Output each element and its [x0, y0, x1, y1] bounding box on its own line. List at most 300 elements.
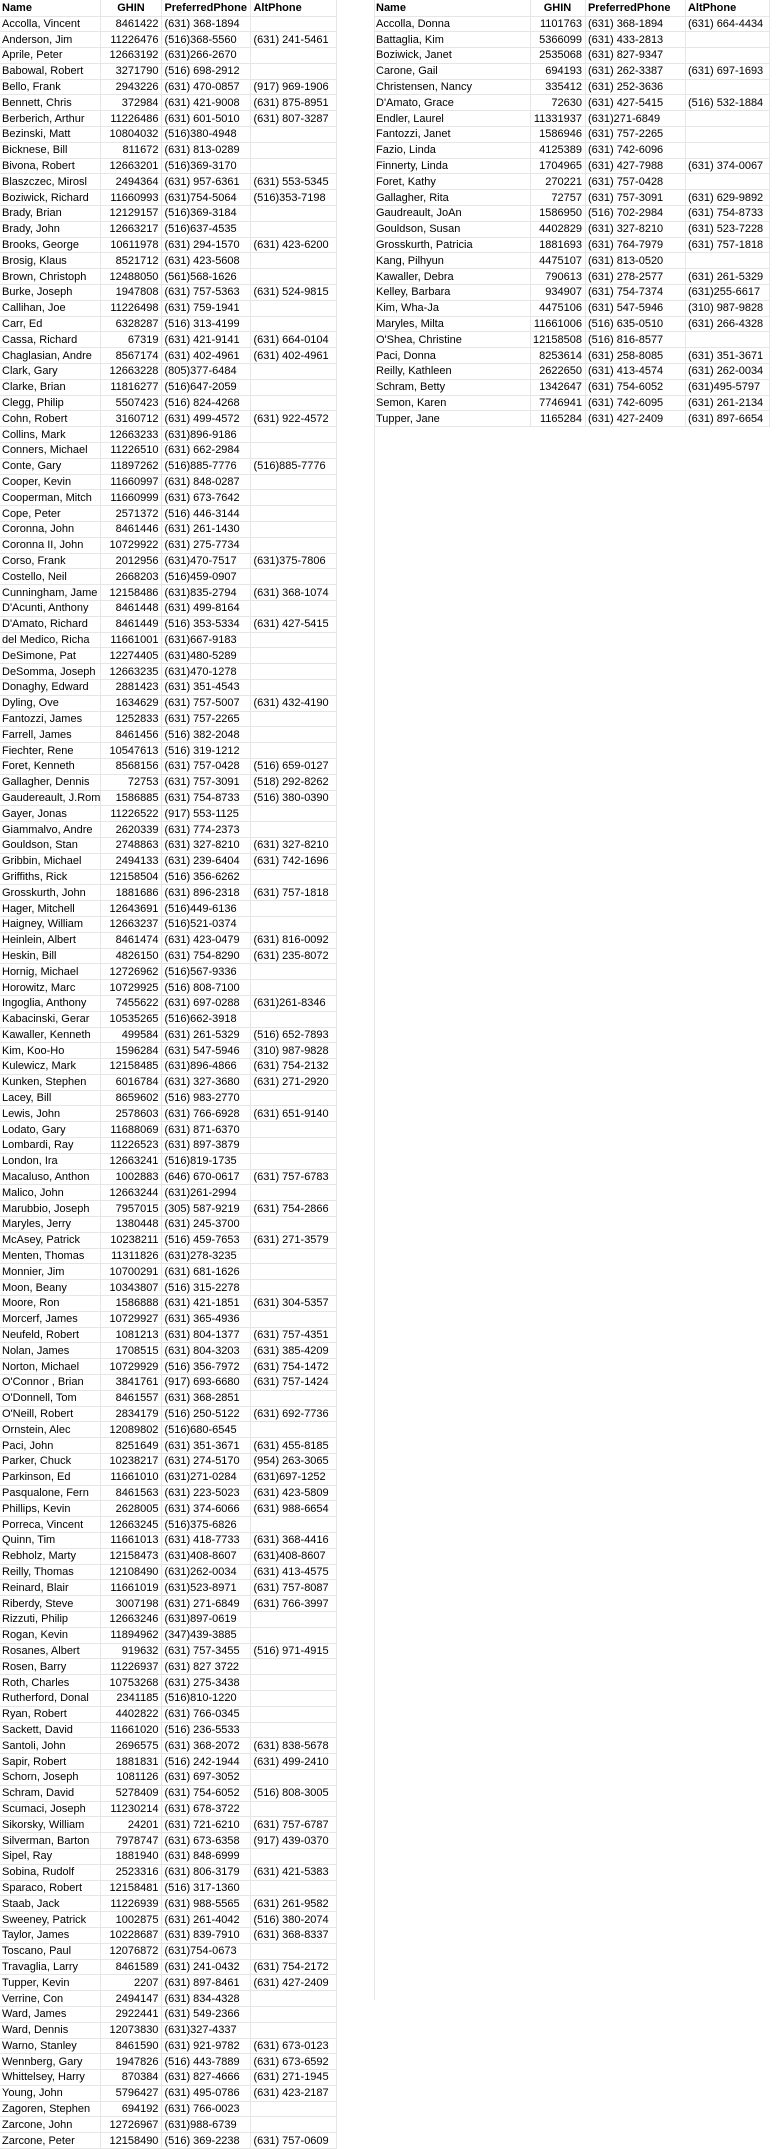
- cell-ghin[interactable]: 2834179: [101, 1406, 162, 1422]
- cell-name[interactable]: Conte, Gary: [0, 458, 101, 474]
- cell-preferred-phone[interactable]: (516) 816-8577: [585, 332, 685, 348]
- cell-name[interactable]: Cassa, Richard: [0, 332, 101, 348]
- cell-alt-phone[interactable]: [251, 63, 337, 79]
- cell-alt-phone[interactable]: [251, 980, 337, 996]
- cell-ghin[interactable]: 919632: [101, 1643, 162, 1659]
- cell-preferred-phone[interactable]: (631) 897-3879: [162, 1138, 251, 1154]
- cell-alt-phone[interactable]: (631)408-8607: [251, 1548, 337, 1564]
- cell-alt-phone[interactable]: (631) 897-6654: [685, 411, 769, 427]
- cell-ghin[interactable]: 4402822: [101, 1706, 162, 1722]
- cell-alt-phone[interactable]: [251, 158, 337, 174]
- cell-name[interactable]: O'Neill, Robert: [0, 1406, 101, 1422]
- cell-preferred-phone[interactable]: (631)261-2994: [162, 1185, 251, 1201]
- cell-preferred-phone[interactable]: (631) 721-6210: [162, 1817, 251, 1833]
- cell-alt-phone[interactable]: (631) 838-5678: [251, 1738, 337, 1754]
- cell-name[interactable]: Cunningham, Jame: [0, 585, 101, 601]
- cell-name[interactable]: Anderson, Jim: [0, 32, 101, 48]
- cell-name[interactable]: Whittelsey, Harry: [0, 2070, 101, 2086]
- cell-alt-phone[interactable]: [251, 1880, 337, 1896]
- cell-name[interactable]: Bezinski, Matt: [0, 127, 101, 143]
- cell-alt-phone[interactable]: (631) 754-1472: [251, 1359, 337, 1375]
- cell-preferred-phone[interactable]: (631) 757-5363: [162, 285, 251, 301]
- cell-preferred-phone[interactable]: (516) 236-5533: [162, 1722, 251, 1738]
- cell-ghin[interactable]: 1881940: [101, 1848, 162, 1864]
- cell-ghin[interactable]: 12643691: [101, 901, 162, 917]
- cell-name[interactable]: Kulewicz, Mark: [0, 1059, 101, 1075]
- cell-alt-phone[interactable]: [251, 1943, 337, 1959]
- cell-alt-phone[interactable]: (631) 673-6592: [251, 2054, 337, 2070]
- cell-name[interactable]: Brady, Brian: [0, 206, 101, 222]
- cell-ghin[interactable]: 12663241: [101, 1153, 162, 1169]
- cell-alt-phone[interactable]: [251, 743, 337, 759]
- cell-name[interactable]: Tupper, Jane: [374, 411, 531, 427]
- cell-preferred-phone[interactable]: (631) 757-3455: [162, 1643, 251, 1659]
- cell-name[interactable]: O'Shea, Christine: [374, 332, 531, 348]
- cell-alt-phone[interactable]: (516) 380-2074: [251, 1912, 337, 1928]
- cell-alt-phone[interactable]: [251, 16, 337, 32]
- cell-alt-phone[interactable]: (310) 987-9828: [251, 1043, 337, 1059]
- cell-preferred-phone[interactable]: (631) 754-6052: [162, 1785, 251, 1801]
- cell-ghin[interactable]: 2620339: [101, 822, 162, 838]
- cell-preferred-phone[interactable]: (631) 848-6999: [162, 1848, 251, 1864]
- cell-alt-phone[interactable]: [251, 1517, 337, 1533]
- cell-ghin[interactable]: 1586950: [531, 206, 586, 222]
- cell-preferred-phone[interactable]: (631) 766-6928: [162, 1106, 251, 1122]
- cell-ghin[interactable]: 12158485: [101, 1059, 162, 1075]
- cell-preferred-phone[interactable]: (516) 382-2048: [162, 727, 251, 743]
- cell-ghin[interactable]: 11897262: [101, 458, 162, 474]
- cell-preferred-phone[interactable]: (631) 921-9782: [162, 2038, 251, 2054]
- cell-alt-phone[interactable]: [251, 1390, 337, 1406]
- cell-ghin[interactable]: 1380448: [101, 1217, 162, 1233]
- cell-alt-phone[interactable]: (631) 754-2866: [251, 1201, 337, 1217]
- cell-name[interactable]: Morcerf, James: [0, 1311, 101, 1327]
- cell-alt-phone[interactable]: (631)255-6617: [685, 285, 769, 301]
- cell-name[interactable]: Reinard, Blair: [0, 1580, 101, 1596]
- cell-alt-phone[interactable]: (631) 754-2172: [251, 1959, 337, 1975]
- cell-ghin[interactable]: 1634629: [101, 695, 162, 711]
- cell-alt-phone[interactable]: [251, 142, 337, 158]
- cell-alt-phone[interactable]: (631) 922-4572: [251, 411, 337, 427]
- cell-preferred-phone[interactable]: (631) 223-5023: [162, 1485, 251, 1501]
- cell-preferred-phone[interactable]: (631) 413-4574: [585, 364, 685, 380]
- cell-alt-phone[interactable]: [251, 2117, 337, 2133]
- cell-alt-phone[interactable]: (516) 652-7893: [251, 1027, 337, 1043]
- cell-preferred-phone[interactable]: (631) 368-2072: [162, 1738, 251, 1754]
- cell-name[interactable]: Fantozzi, Janet: [374, 127, 531, 143]
- cell-alt-phone[interactable]: (516) 532-1884: [685, 95, 769, 111]
- cell-alt-phone[interactable]: (631) 757-1818: [251, 885, 337, 901]
- cell-name[interactable]: Riberdy, Steve: [0, 1596, 101, 1612]
- cell-preferred-phone[interactable]: (631) 834-4328: [162, 1991, 251, 2007]
- cell-name[interactable]: Gayer, Jonas: [0, 806, 101, 822]
- cell-preferred-phone[interactable]: (631)897-0619: [162, 1611, 251, 1627]
- cell-ghin[interactable]: 2523316: [101, 1864, 162, 1880]
- cell-name[interactable]: Kawaller, Kenneth: [0, 1027, 101, 1043]
- cell-alt-phone[interactable]: (631) 664-0104: [251, 332, 337, 348]
- cell-alt-phone[interactable]: (516) 971-4915: [251, 1643, 337, 1659]
- cell-preferred-phone[interactable]: (516)662-3918: [162, 1011, 251, 1027]
- cell-alt-phone[interactable]: [251, 506, 337, 522]
- cell-name[interactable]: Cooperman, Mitch: [0, 490, 101, 506]
- cell-alt-phone[interactable]: [251, 1659, 337, 1675]
- cell-alt-phone[interactable]: (631)495-5797: [685, 379, 769, 395]
- cell-name[interactable]: Coronna, John: [0, 522, 101, 538]
- cell-preferred-phone[interactable]: (631) 351-4543: [162, 679, 251, 695]
- cell-name[interactable]: Wennberg, Gary: [0, 2054, 101, 2070]
- cell-ghin[interactable]: 7746941: [531, 395, 586, 411]
- cell-preferred-phone[interactable]: (631) 697-3052: [162, 1769, 251, 1785]
- cell-preferred-phone[interactable]: (631) 757-5007: [162, 695, 251, 711]
- cell-ghin[interactable]: 1947808: [101, 285, 162, 301]
- cell-preferred-phone[interactable]: (561)568-1626: [162, 269, 251, 285]
- cell-name[interactable]: Fantozzi, James: [0, 711, 101, 727]
- cell-preferred-phone[interactable]: (631) 766-0345: [162, 1706, 251, 1722]
- cell-alt-phone[interactable]: (954) 263-3065: [251, 1454, 337, 1470]
- cell-preferred-phone[interactable]: (516)567-9336: [162, 964, 251, 980]
- cell-ghin[interactable]: 4125389: [531, 142, 586, 158]
- cell-alt-phone[interactable]: [251, 1280, 337, 1296]
- cell-alt-phone[interactable]: [251, 1248, 337, 1264]
- cell-preferred-phone[interactable]: (631)278-3235: [162, 1248, 251, 1264]
- cell-ghin[interactable]: 870384: [101, 2070, 162, 2086]
- cell-ghin[interactable]: 10729922: [101, 537, 162, 553]
- cell-name[interactable]: Zarcone, Peter: [0, 2133, 101, 2149]
- cell-preferred-phone[interactable]: (631)271-6849: [585, 111, 685, 127]
- cell-preferred-phone[interactable]: (631) 754-8733: [162, 790, 251, 806]
- cell-alt-phone[interactable]: (631) 421-5383: [251, 1864, 337, 1880]
- cell-ghin[interactable]: 12274405: [101, 648, 162, 664]
- cell-name[interactable]: Menten, Thomas: [0, 1248, 101, 1264]
- cell-name[interactable]: Babowal, Robert: [0, 63, 101, 79]
- cell-ghin[interactable]: 12158490: [101, 2133, 162, 2149]
- cell-name[interactable]: Sparaco, Robert: [0, 1880, 101, 1896]
- cell-name[interactable]: Schorn, Joseph: [0, 1769, 101, 1785]
- cell-ghin[interactable]: 11226522: [101, 806, 162, 822]
- cell-name[interactable]: Sobina, Rudolf: [0, 1864, 101, 1880]
- cell-alt-phone[interactable]: (631) 697-1693: [685, 63, 769, 79]
- cell-preferred-phone[interactable]: (646) 670-0617: [162, 1169, 251, 1185]
- cell-alt-phone[interactable]: [251, 48, 337, 64]
- cell-alt-phone[interactable]: [251, 379, 337, 395]
- cell-ghin[interactable]: 2012956: [101, 553, 162, 569]
- cell-preferred-phone[interactable]: (516)885-7776: [162, 458, 251, 474]
- cell-ghin[interactable]: 11226523: [101, 1138, 162, 1154]
- cell-alt-phone[interactable]: [251, 1122, 337, 1138]
- cell-name[interactable]: Ward, Dennis: [0, 2022, 101, 2038]
- cell-preferred-phone[interactable]: (631) 827 3722: [162, 1659, 251, 1675]
- cell-name[interactable]: Christensen, Nancy: [374, 79, 531, 95]
- cell-alt-phone[interactable]: (631) 629-9892: [685, 190, 769, 206]
- cell-alt-phone[interactable]: [251, 664, 337, 680]
- cell-preferred-phone[interactable]: (631) 499-4572: [162, 411, 251, 427]
- cell-alt-phone[interactable]: [685, 111, 769, 127]
- cell-ghin[interactable]: 10228687: [101, 1927, 162, 1943]
- cell-name[interactable]: Hornig, Michael: [0, 964, 101, 980]
- cell-preferred-phone[interactable]: (516) 353-5334: [162, 616, 251, 632]
- column-header-preferred-phone[interactable]: PreferredPhone: [585, 0, 685, 16]
- cell-alt-phone[interactable]: (631)261-8346: [251, 995, 337, 1011]
- cell-name[interactable]: D'Amato, Grace: [374, 95, 531, 111]
- cell-alt-phone[interactable]: [251, 364, 337, 380]
- cell-alt-phone[interactable]: [251, 1706, 337, 1722]
- cell-ghin[interactable]: 2207: [101, 1975, 162, 1991]
- cell-ghin[interactable]: 8461557: [101, 1390, 162, 1406]
- cell-ghin[interactable]: 1881686: [101, 885, 162, 901]
- cell-ghin[interactable]: 12158486: [101, 585, 162, 601]
- cell-alt-phone[interactable]: [251, 1422, 337, 1438]
- cell-preferred-phone[interactable]: (631) 327-8210: [162, 837, 251, 853]
- cell-preferred-phone[interactable]: (516)647-2059: [162, 379, 251, 395]
- cell-name[interactable]: Burke, Joseph: [0, 285, 101, 301]
- cell-ghin[interactable]: 10804032: [101, 127, 162, 143]
- cell-name[interactable]: DeSimone, Pat: [0, 648, 101, 664]
- cell-preferred-phone[interactable]: (516) 446-3144: [162, 506, 251, 522]
- cell-preferred-phone[interactable]: (631) 827-9347: [585, 48, 685, 64]
- cell-ghin[interactable]: 811672: [101, 142, 162, 158]
- cell-name[interactable]: Sikorsky, William: [0, 1817, 101, 1833]
- cell-name[interactable]: Rutherford, Donal: [0, 1690, 101, 1706]
- cell-ghin[interactable]: 12663228: [101, 364, 162, 380]
- cell-alt-phone[interactable]: [251, 221, 337, 237]
- cell-name[interactable]: Norton, Michael: [0, 1359, 101, 1375]
- cell-ghin[interactable]: 2696575: [101, 1738, 162, 1754]
- cell-name[interactable]: Phillips, Kevin: [0, 1501, 101, 1517]
- cell-name[interactable]: Accolla, Donna: [374, 16, 531, 32]
- cell-preferred-phone[interactable]: (516) 702-2984: [585, 206, 685, 222]
- cell-ghin[interactable]: 11660993: [101, 190, 162, 206]
- cell-preferred-phone[interactable]: (631)470-7517: [162, 553, 251, 569]
- cell-preferred-phone[interactable]: (516) 443-7889: [162, 2054, 251, 2070]
- cell-ghin[interactable]: 8461449: [101, 616, 162, 632]
- cell-preferred-phone[interactable]: (516)368-5560: [162, 32, 251, 48]
- cell-ghin[interactable]: 4475107: [531, 253, 586, 269]
- cell-ghin[interactable]: 72757: [531, 190, 586, 206]
- cell-name[interactable]: D'Acunti, Anthony: [0, 600, 101, 616]
- cell-ghin[interactable]: 12663244: [101, 1185, 162, 1201]
- cell-ghin[interactable]: 1252833: [101, 711, 162, 727]
- cell-preferred-phone[interactable]: (631) 427-5415: [585, 95, 685, 111]
- cell-ghin[interactable]: 10729927: [101, 1311, 162, 1327]
- cell-name[interactable]: Giammalvo, Andre: [0, 822, 101, 838]
- cell-ghin[interactable]: 72630: [531, 95, 586, 111]
- cell-name[interactable]: Ryan, Robert: [0, 1706, 101, 1722]
- cell-alt-phone[interactable]: (631) 327-8210: [251, 837, 337, 853]
- cell-ghin[interactable]: 4402829: [531, 221, 586, 237]
- cell-name[interactable]: Reilly, Kathleen: [374, 364, 531, 380]
- cell-name[interactable]: Gouldson, Susan: [374, 221, 531, 237]
- cell-preferred-phone[interactable]: (631)271-0284: [162, 1469, 251, 1485]
- cell-alt-phone[interactable]: [251, 537, 337, 553]
- cell-ghin[interactable]: 11894962: [101, 1627, 162, 1643]
- cell-ghin[interactable]: 10753268: [101, 1675, 162, 1691]
- cell-alt-phone[interactable]: (631) 757-8087: [251, 1580, 337, 1596]
- cell-name[interactable]: Clark, Gary: [0, 364, 101, 380]
- cell-alt-phone[interactable]: (631) 553-5345: [251, 174, 337, 190]
- cell-ghin[interactable]: 1165284: [531, 411, 586, 427]
- cell-ghin[interactable]: 12108490: [101, 1564, 162, 1580]
- cell-preferred-phone[interactable]: (631) 275-3438: [162, 1675, 251, 1691]
- cell-name[interactable]: Foret, Kathy: [374, 174, 531, 190]
- cell-ghin[interactable]: 8521712: [101, 253, 162, 269]
- cell-preferred-phone[interactable]: (631) 365-4936: [162, 1311, 251, 1327]
- cell-alt-phone[interactable]: (631) 757-4351: [251, 1327, 337, 1343]
- cell-ghin[interactable]: 12726967: [101, 2117, 162, 2133]
- cell-name[interactable]: Monnier, Jim: [0, 1264, 101, 1280]
- cell-name[interactable]: Travaglia, Larry: [0, 1959, 101, 1975]
- cell-alt-phone[interactable]: [685, 142, 769, 158]
- cell-ghin[interactable]: 1596284: [101, 1043, 162, 1059]
- cell-preferred-phone[interactable]: (631) 757-0428: [162, 758, 251, 774]
- cell-alt-phone[interactable]: (631) 351-3671: [685, 348, 769, 364]
- cell-ghin[interactable]: 12158473: [101, 1548, 162, 1564]
- cell-preferred-phone[interactable]: (305) 587-9219: [162, 1201, 251, 1217]
- cell-ghin[interactable]: 11226510: [101, 443, 162, 459]
- cell-name[interactable]: Ornstein, Alec: [0, 1422, 101, 1438]
- cell-preferred-phone[interactable]: (516)680-6545: [162, 1422, 251, 1438]
- cell-name[interactable]: Santoli, John: [0, 1738, 101, 1754]
- cell-alt-phone[interactable]: [251, 632, 337, 648]
- cell-alt-phone[interactable]: (631) 754-2132: [251, 1059, 337, 1075]
- cell-alt-phone[interactable]: [685, 127, 769, 143]
- cell-ghin[interactable]: 1081126: [101, 1769, 162, 1785]
- cell-name[interactable]: Haigney, William: [0, 916, 101, 932]
- cell-preferred-phone[interactable]: (631) 499-8164: [162, 600, 251, 616]
- cell-alt-phone[interactable]: [251, 269, 337, 285]
- cell-preferred-phone[interactable]: (631)408-8607: [162, 1548, 251, 1564]
- cell-name[interactable]: Brady, John: [0, 221, 101, 237]
- cell-ghin[interactable]: 12663201: [101, 158, 162, 174]
- cell-ghin[interactable]: 372984: [101, 95, 162, 111]
- cell-name[interactable]: Clarke, Brian: [0, 379, 101, 395]
- cell-preferred-phone[interactable]: (917) 553-1125: [162, 806, 251, 822]
- cell-preferred-phone[interactable]: (516) 356-6262: [162, 869, 251, 885]
- cell-alt-phone[interactable]: [251, 427, 337, 443]
- cell-name[interactable]: Malico, John: [0, 1185, 101, 1201]
- cell-alt-phone[interactable]: (631) 757-1818: [685, 237, 769, 253]
- cell-alt-phone[interactable]: (631) 757-6787: [251, 1817, 337, 1833]
- cell-alt-phone[interactable]: (631) 499-2410: [251, 1754, 337, 1770]
- cell-ghin[interactable]: 12726962: [101, 964, 162, 980]
- cell-preferred-phone[interactable]: (631) 252-3636: [585, 79, 685, 95]
- cell-preferred-phone[interactable]: (631) 766-0023: [162, 2101, 251, 2117]
- cell-preferred-phone[interactable]: (631) 470-0857: [162, 79, 251, 95]
- cell-ghin[interactable]: 934907: [531, 285, 586, 301]
- cell-preferred-phone[interactable]: (631) 673-6358: [162, 1833, 251, 1849]
- cell-name[interactable]: Battaglia, Kim: [374, 32, 531, 48]
- cell-alt-phone[interactable]: [251, 1690, 337, 1706]
- cell-alt-phone[interactable]: [251, 474, 337, 490]
- cell-ghin[interactable]: 11226939: [101, 1896, 162, 1912]
- cell-alt-phone[interactable]: [251, 1311, 337, 1327]
- cell-name[interactable]: Sipel, Ray: [0, 1848, 101, 1864]
- cell-name[interactable]: Toscano, Paul: [0, 1943, 101, 1959]
- cell-alt-phone[interactable]: (631) 807-3287: [251, 111, 337, 127]
- cell-preferred-phone[interactable]: (631) 368-2851: [162, 1390, 251, 1406]
- cell-alt-phone[interactable]: [251, 2022, 337, 2038]
- cell-name[interactable]: Brooks, George: [0, 237, 101, 253]
- cell-preferred-phone[interactable]: (631)835-2794: [162, 585, 251, 601]
- cell-name[interactable]: Tupper, Kevin: [0, 1975, 101, 1991]
- cell-ghin[interactable]: 694193: [531, 63, 586, 79]
- cell-alt-phone[interactable]: [685, 253, 769, 269]
- cell-alt-phone[interactable]: [251, 1611, 337, 1627]
- cell-ghin[interactable]: 12158508: [531, 332, 586, 348]
- cell-name[interactable]: Kim, Wha-Ja: [374, 300, 531, 316]
- cell-alt-phone[interactable]: [251, 206, 337, 222]
- cell-alt-phone[interactable]: [251, 600, 337, 616]
- cell-name[interactable]: Ward, James: [0, 2006, 101, 2022]
- cell-alt-phone[interactable]: (631) 692-7736: [251, 1406, 337, 1422]
- cell-alt-phone[interactable]: [251, 1722, 337, 1738]
- cell-name[interactable]: Rosen, Barry: [0, 1659, 101, 1675]
- cell-ghin[interactable]: 1002875: [101, 1912, 162, 1928]
- cell-ghin[interactable]: 12663245: [101, 1517, 162, 1533]
- cell-ghin[interactable]: 8461474: [101, 932, 162, 948]
- cell-alt-phone[interactable]: (917) 439-0370: [251, 1833, 337, 1849]
- cell-name[interactable]: Grosskurth, Patricia: [374, 237, 531, 253]
- cell-ghin[interactable]: 1881831: [101, 1754, 162, 1770]
- cell-name[interactable]: Clegg, Philip: [0, 395, 101, 411]
- cell-alt-phone[interactable]: [251, 127, 337, 143]
- cell-name[interactable]: Porreca, Vincent: [0, 1517, 101, 1533]
- cell-name[interactable]: Roth, Charles: [0, 1675, 101, 1691]
- cell-preferred-phone[interactable]: (347)439-3885: [162, 1627, 251, 1643]
- cell-alt-phone[interactable]: (631) 875-8951: [251, 95, 337, 111]
- cell-ghin[interactable]: 3841761: [101, 1375, 162, 1391]
- cell-name[interactable]: Pasqualone, Fern: [0, 1485, 101, 1501]
- cell-name[interactable]: Gouldson, Stan: [0, 837, 101, 853]
- cell-alt-phone[interactable]: [251, 569, 337, 585]
- cell-name[interactable]: Heskin, Bill: [0, 948, 101, 964]
- cell-ghin[interactable]: 10700291: [101, 1264, 162, 1280]
- cell-ghin[interactable]: 11816277: [101, 379, 162, 395]
- cell-ghin[interactable]: 2494147: [101, 1991, 162, 2007]
- cell-name[interactable]: Bicknese, Bill: [0, 142, 101, 158]
- cell-preferred-phone[interactable]: (631) 673-7642: [162, 490, 251, 506]
- cell-name[interactable]: Rosanes, Albert: [0, 1643, 101, 1659]
- cell-name[interactable]: Aprile, Peter: [0, 48, 101, 64]
- cell-name[interactable]: Quinn, Tim: [0, 1533, 101, 1549]
- cell-ghin[interactable]: 2535068: [531, 48, 586, 64]
- cell-name[interactable]: DeSomma, Joseph: [0, 664, 101, 680]
- cell-alt-phone[interactable]: (631) 368-4416: [251, 1533, 337, 1549]
- cell-ghin[interactable]: 11661001: [101, 632, 162, 648]
- cell-ghin[interactable]: 2668203: [101, 569, 162, 585]
- cell-preferred-phone[interactable]: (631) 813-0520: [585, 253, 685, 269]
- cell-name[interactable]: Marubbio, Joseph: [0, 1201, 101, 1217]
- cell-ghin[interactable]: 694192: [101, 2101, 162, 2117]
- cell-name[interactable]: Gaudreault, JoAn: [374, 206, 531, 222]
- cell-preferred-phone[interactable]: (631) 351-3671: [162, 1438, 251, 1454]
- cell-ghin[interactable]: 790613: [531, 269, 586, 285]
- cell-ghin[interactable]: 8461589: [101, 1959, 162, 1975]
- cell-preferred-phone[interactable]: (631)470-1278: [162, 664, 251, 680]
- cell-ghin[interactable]: 11226498: [101, 300, 162, 316]
- cell-preferred-phone[interactable]: (631) 988-5565: [162, 1896, 251, 1912]
- cell-ghin[interactable]: 12073830: [101, 2022, 162, 2038]
- cell-alt-phone[interactable]: [685, 48, 769, 64]
- cell-preferred-phone[interactable]: (631) 742-6096: [585, 142, 685, 158]
- cell-name[interactable]: Nolan, James: [0, 1343, 101, 1359]
- cell-ghin[interactable]: 12076872: [101, 1943, 162, 1959]
- cell-name[interactable]: Maryles, Jerry: [0, 1217, 101, 1233]
- cell-preferred-phone[interactable]: (631) 327-3680: [162, 1074, 251, 1090]
- cell-alt-phone[interactable]: [251, 1090, 337, 1106]
- cell-ghin[interactable]: 2622650: [531, 364, 586, 380]
- cell-name[interactable]: Coronna II, John: [0, 537, 101, 553]
- cell-preferred-phone[interactable]: (631) 896-2318: [162, 885, 251, 901]
